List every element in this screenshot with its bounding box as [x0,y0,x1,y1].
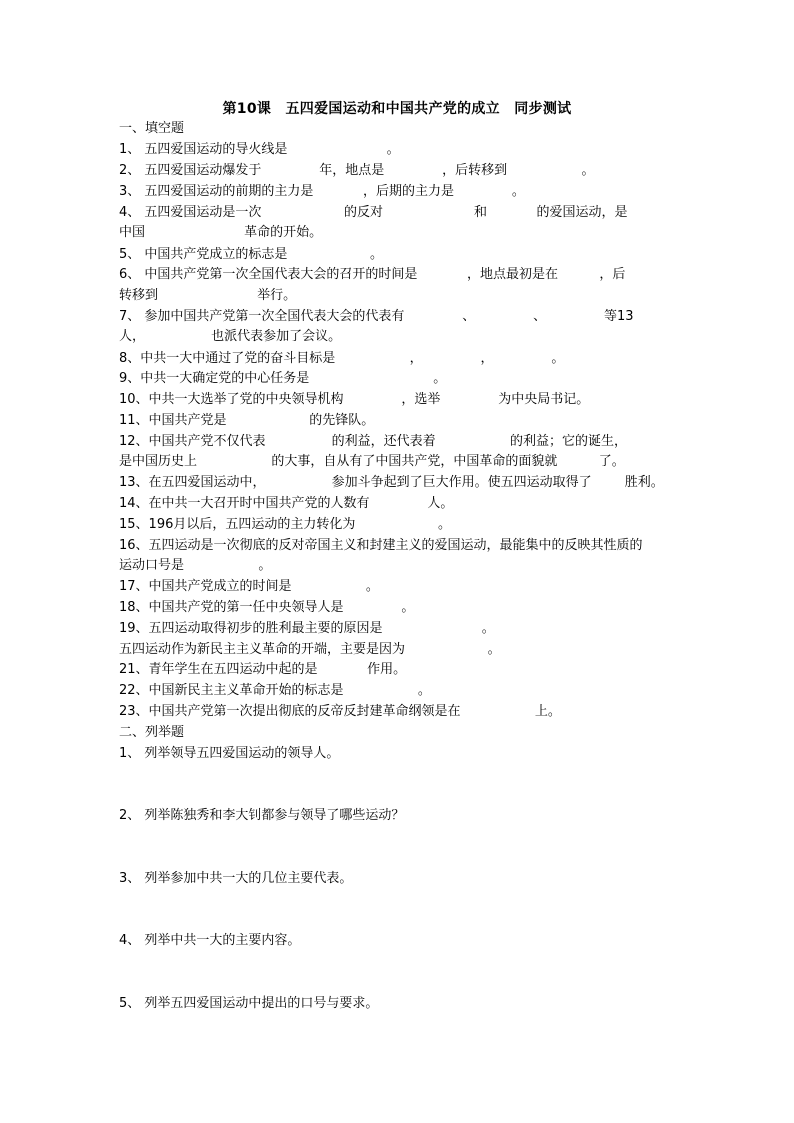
fill-line-9: 9、中共一大确定党的中心任务是 。 [119,371,447,386]
fill-line-6b: 转移到 举行。 [119,288,297,303]
fill-line-6a: 6、 中国共产党第一次全国代表大会的召开的时间是 ，地点最初是在 ，后 [119,267,626,282]
fill-line-17: 17、中国共产党成立的时间是 。 [119,579,379,594]
document-title: 第10课 五四爱国运动和中国共产党的成立 同步测试 [222,101,572,117]
fill-line-22: 22、中国新民主主义革命开始的标志是 。 [119,683,431,698]
fill-line-15: 15、196月以后，五四运动的主力转化为 。 [119,517,452,532]
fill-line-19: 19、五四运动取得初步的胜利最主要的原因是 。 [119,621,495,636]
fill-line-7b: 人， 也派代表参加了会议。 [119,329,342,344]
fill-line-12b: 是中国历史上 的大事，自从有了中国共产党，中国革命的面貌就 了。 [119,454,625,469]
fill-line-11: 11、中国共产党是 的先锋队。 [119,413,375,428]
fill-line-8: 8、中共一大中通过了党的奋斗目标是 ， ， 。 [119,351,565,366]
fill-line-3: 3、 五四爱国运动的前期的主力是 ，后期的主力是 。 [119,184,525,199]
section-heading-list: 二、列举题 [119,725,185,740]
fill-line-1: 1、 五四爱国运动的导火线是 。 [119,142,400,157]
fill-line-4b: 中国 革命的开始。 [119,225,323,240]
fill-line-4a: 4、 五四爱国运动是一次 的反对 和 的爱国运动，是 [119,205,628,220]
fill-line-12a: 12、中国共产党不仅代表 的利益，还代表着 的利益；它的诞生， [119,434,628,449]
fill-line-7a: 7、 参加中国共产党第一次全国代表大会的代表有 、 、 等13 [119,309,634,324]
fill-line-2: 2、 五四爱国运动爆发于 年，地点是 ，后转移到 。 [119,163,595,178]
fill-line-14: 14、在中共一大召开时中国共产党的人数有 人。 [119,496,454,511]
fill-line-13: 13、在五四爱国运动中， 参加斗争起到了巨大作用。使五四运动取得了 胜利。 [119,475,664,490]
list-question-4: 4、 列举中共一大的主要内容。 [119,933,301,948]
list-question-1: 1、 列举领导五四爱国运动的领导人。 [119,746,340,761]
fill-line-16b: 运动口号是 。 [119,558,272,573]
fill-line-20: 五四运动作为新民主主义革命的开端，主要是因为 。 [119,642,501,657]
fill-line-21: 21、青年学生在五四运动中起的是 作用。 [119,662,407,677]
fill-line-10: 10、中共一大选举了党的中央领导机构 ，选举 为中央局书记。 [119,392,590,407]
section-heading-fill-in: 一、填空题 [119,121,185,136]
fill-line-16a: 16、五四运动是一次彻底的反对帝国主义和封建主义的爱国运动，最能集中的反映其性质的 [119,538,643,553]
list-question-5: 5、 列举五四爱国运动中提出的口号与要求。 [119,996,379,1011]
fill-line-18: 18、中国共产党的第一任中央领导人是 。 [119,600,415,615]
list-question-2: 2、 列举陈独秀和李大钊都参与领导了哪些运动？ [119,808,405,823]
fill-line-5: 5、 中国共产党成立的标志是 。 [119,247,384,262]
fill-line-23: 23、中国共产党第一次提出彻底的反帝反封建革命纲领是在 上。 [119,704,561,719]
list-question-3: 3、 列举参加中共一大的几位主要代表。 [119,871,353,886]
